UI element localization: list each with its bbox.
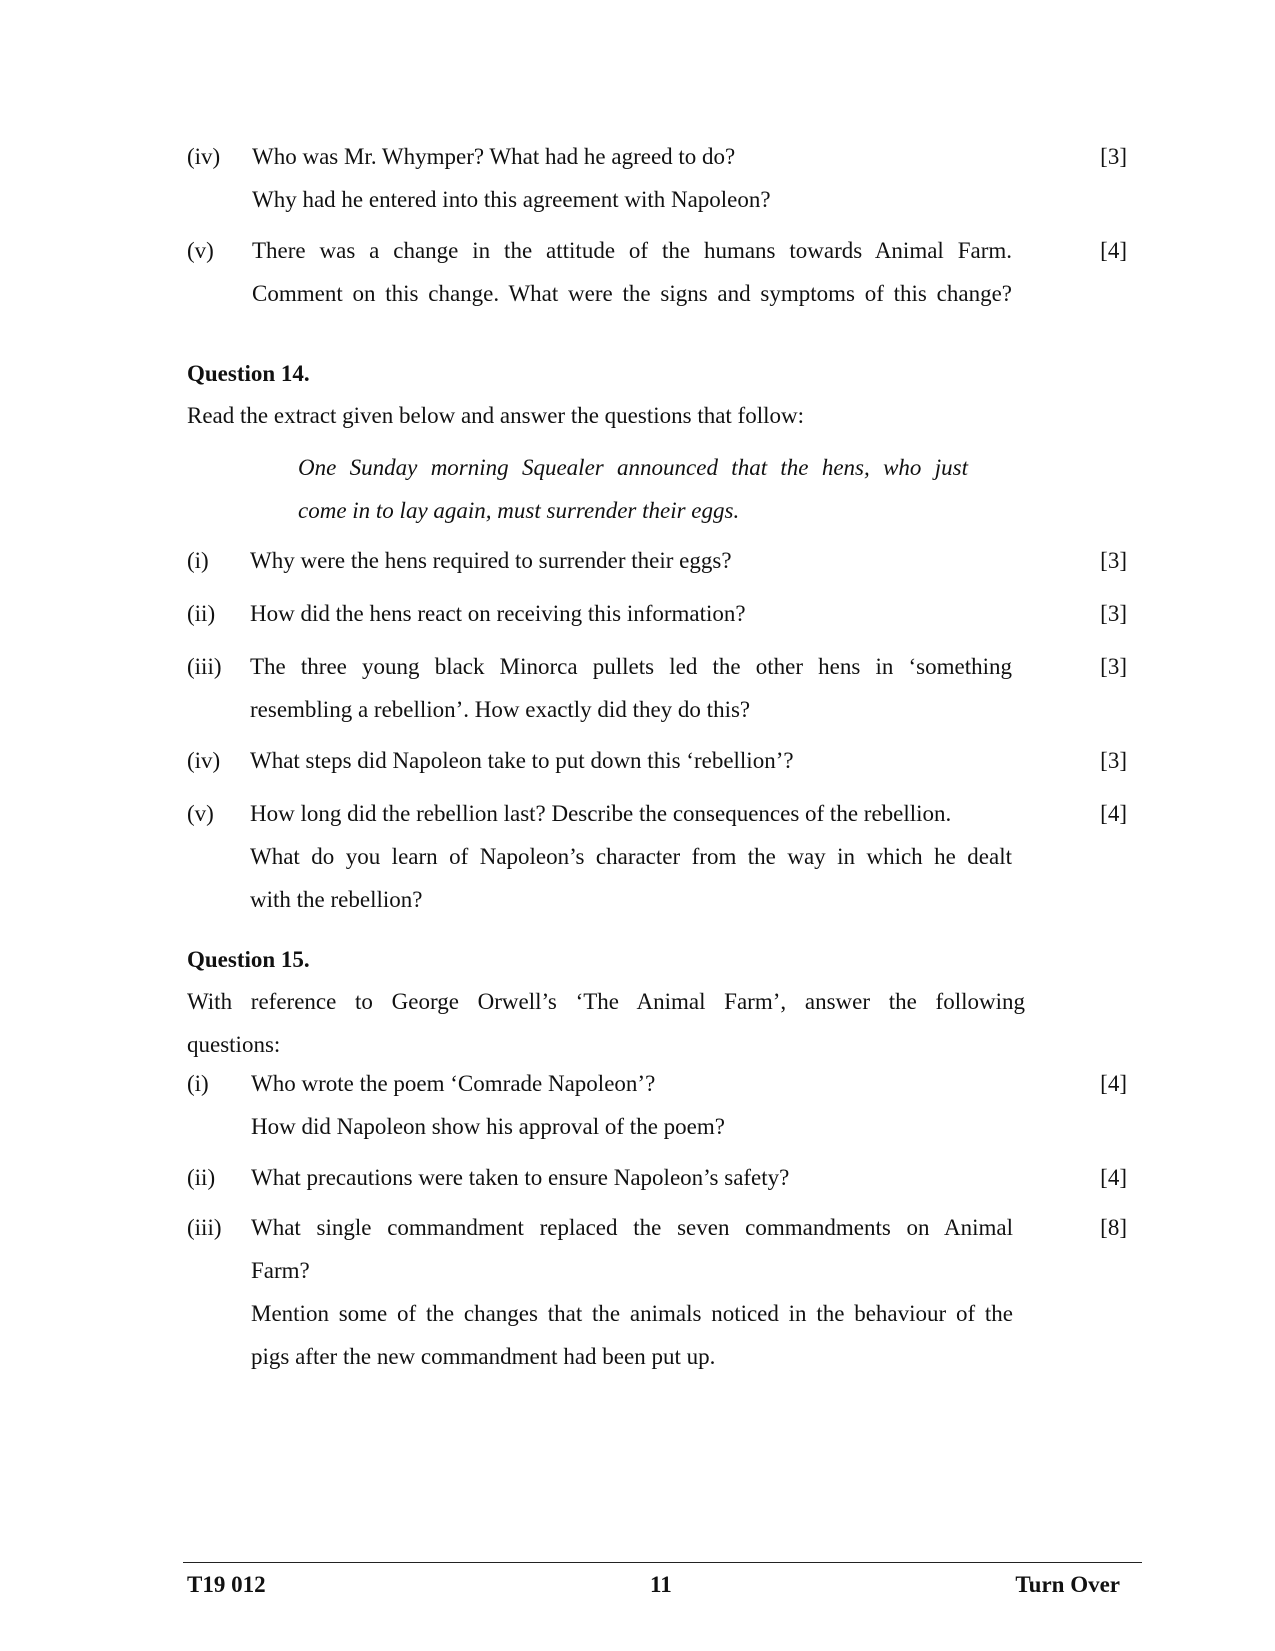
item-text-line: pigs after the new commandment had been put up. (251, 1344, 716, 1369)
item-number: (i) (187, 548, 209, 573)
item-number: (ii) (187, 1165, 216, 1190)
item-marks: [3] (1100, 748, 1127, 773)
item-text-line: What do you learn of Napoleon’s character from the way in which he dealt (250, 844, 1012, 869)
item-marks: [4] (1100, 238, 1127, 263)
item-marks: [8] (1100, 1215, 1127, 1240)
item-number: (ii) (187, 601, 216, 626)
item-number: (iii) (187, 654, 222, 679)
item-text-line: Farm? (251, 1258, 310, 1283)
extract-line: come in to lay again, must surrender their eggs. (298, 498, 740, 523)
item-text-line: Who wrote the poem ‘Comrade Napoleon’? (251, 1071, 656, 1096)
item-text-line: Comment on this change. What were the signs and symptoms of this change? (252, 281, 1012, 306)
item-number: (iv) (187, 748, 221, 773)
extract-line: One Sunday morning Squealer announced that the hens, who just (298, 455, 968, 480)
instruction-line: With reference to George Orwell’s ‘The Animal Farm’, answer the following (187, 989, 1025, 1014)
item-text-line: resembling a rebellion’. How exactly did they do this? (250, 697, 751, 722)
footer-turn-over: Turn Over (1015, 1572, 1120, 1597)
item-marks: [3] (1100, 654, 1127, 679)
item-marks: [4] (1100, 1165, 1127, 1190)
question-14-instruction: Read the extract given below and answer the questions that follow: (187, 403, 804, 428)
question-14-extract (298, 446, 968, 532)
item-text-line: There was a change in the attitude of the humans towards Animal Farm. (252, 238, 1012, 263)
question-14-title: Question 14. (187, 361, 310, 386)
item-text-line: How did the hens react on receiving this information? (250, 601, 746, 626)
instruction-line: questions: (187, 1032, 281, 1057)
item-marks: [3] (1100, 144, 1127, 169)
item-text-line: What steps did Napoleon take to put down this ‘rebellion’? (250, 748, 794, 773)
item-text-line: How long did the rebellion last? Describe the consequences of the rebellion. (250, 801, 952, 826)
item-text-line: Why were the hens required to surrender their eggs? (250, 548, 732, 573)
item-text-line: with the rebellion? (250, 887, 423, 912)
item-number: (v) (187, 801, 214, 826)
item-text-line: Why had he entered into this agreement with Napoleon? (252, 187, 771, 212)
item-number: (v) (187, 238, 214, 263)
footer-divider (183, 1562, 1142, 1563)
item-marks: [3] (1100, 601, 1127, 626)
item-text-line: Who was Mr. Whymper? What had he agreed to do? (252, 144, 736, 169)
question-15-title: Question 15. (187, 947, 310, 972)
question-15-instruction (187, 980, 1025, 1066)
item-text-line: What single commandment replaced the seven commandments on Animal (251, 1215, 1013, 1240)
footer-page-number: 11 (650, 1572, 672, 1597)
item-number: (iv) (187, 144, 221, 169)
item-marks: [4] (1100, 801, 1127, 826)
item-text-line: What precautions were taken to ensure Napoleon’s safety? (251, 1165, 790, 1190)
item-marks: [4] (1100, 1071, 1127, 1096)
item-text-line: How did Napoleon show his approval of the poem? (251, 1114, 725, 1139)
item-marks: [3] (1100, 548, 1127, 573)
item-number: (i) (187, 1071, 209, 1096)
item-text-line: Mention some of the changes that the animals noticed in the behaviour of the (251, 1301, 1013, 1326)
item-number: (iii) (187, 1215, 222, 1240)
item-text-line: The three young black Minorca pullets led the other hens in ‘something (250, 654, 1012, 679)
footer-paper-code: T19 012 (187, 1572, 266, 1597)
